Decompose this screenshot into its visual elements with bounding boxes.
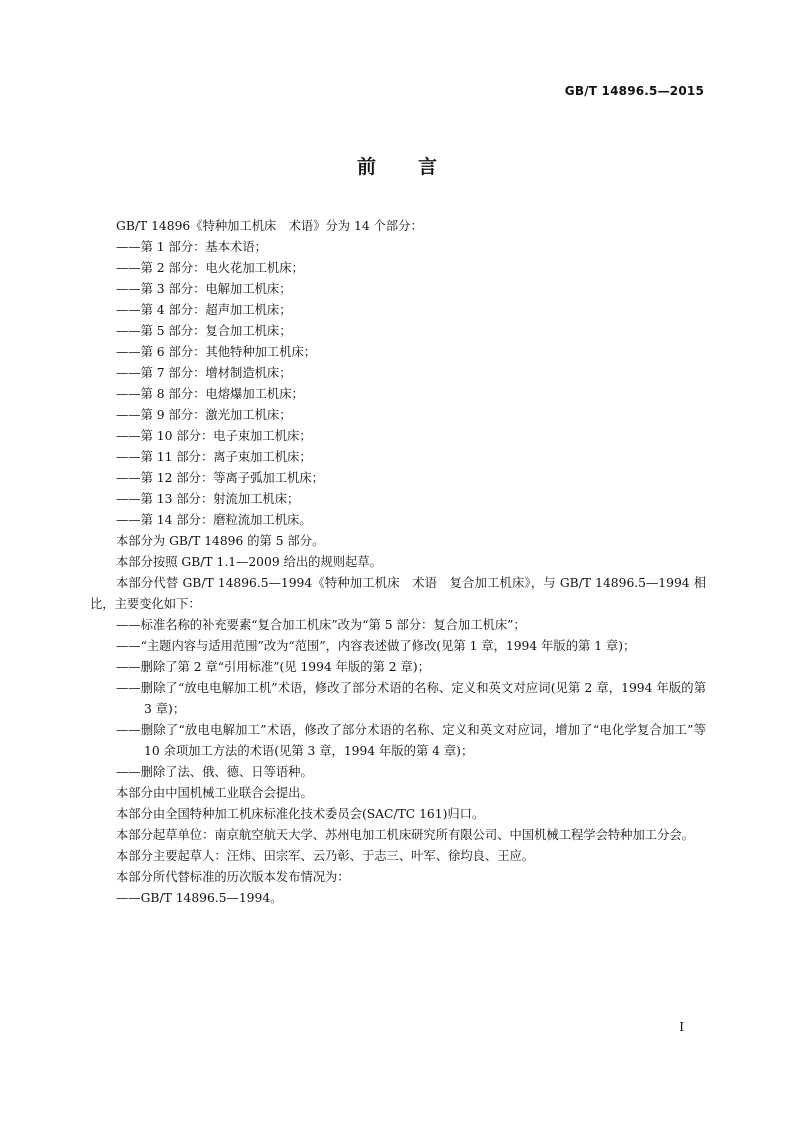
part-list-item: ——第 14 部分：磨粒流加工机床。 bbox=[116, 513, 312, 527]
history-intro: 本部分所代替标准的历次版本发布情况为： bbox=[116, 870, 350, 884]
drafters: 本部分主要起草人：汪炜、田宗军、云乃彰、于志三、叶军、徐均良、王应。 bbox=[116, 849, 535, 863]
part-list-item: ——第 7 部分：增材制造机床； bbox=[116, 366, 292, 380]
part-list-item: ——第 13 部分：射流加工机床； bbox=[116, 492, 300, 506]
part-list-item: ——第 4 部分：超声加工机床； bbox=[116, 303, 292, 317]
part-list-item: ——第 6 部分：其他特种加工机床； bbox=[116, 345, 317, 359]
part-list-item: ——第 9 部分：激光加工机床； bbox=[116, 408, 292, 422]
part-list-item: ——第 12 部分：等离子弧加工机床； bbox=[116, 471, 324, 485]
part-list-item: ——第 3 部分：电解加工机床； bbox=[116, 282, 292, 296]
drafting-rule: 本部分按照 GB/T 1.1—2009 给出的规则起草。 bbox=[116, 555, 382, 569]
history-list-item: ——GB/T 14896.5—1994。 bbox=[116, 891, 283, 905]
part-list-item: ——第 11 部分：离子束加工机床； bbox=[116, 450, 312, 464]
change-list-item: ——删除了法、俄、德、日等语种。 bbox=[116, 765, 313, 779]
part-list-item: ——第 5 部分：复合加工机床； bbox=[116, 324, 292, 338]
part-list-item: ——第 10 部分：电子束加工机床； bbox=[116, 429, 312, 443]
centralized-statement: 本部分由全国特种加工机床标准化技术委员会(SAC/TC 161)归口。 bbox=[116, 807, 485, 821]
part-statement: 本部分为 GB/T 14896 的第 5 部分。 bbox=[116, 534, 325, 548]
change-list-item: ——删除了“放电电解加工机”术语，修改了部分术语的名称、定义和英文对应词(见第 2 章，1994 年版的第 3 章)； bbox=[116, 681, 706, 716]
change-list-item: ——标准名称的补充要素“复合加工机床”改为“第 5 部分：复合加工机床”； bbox=[116, 618, 526, 632]
page-number: I bbox=[679, 1020, 684, 1034]
change-list-item: ——“主题内容与适用范围”改为“范围”，内容表述做了修改(见第 1 章，1994 年版的第 1 章)； bbox=[116, 639, 636, 653]
proposer-statement: 本部分由中国机械工业联合会提出。 bbox=[116, 786, 313, 800]
part-list-item: ——第 2 部分：电火花加工机床； bbox=[116, 261, 304, 275]
replacement-statement: 本部分代替 GB/T 14896.5—1994《特种加工机床 术语 复合加工机床》，与 GB/T 14896.5—1994 相比，主要变化如下： bbox=[90, 576, 706, 611]
part-list-item: ——第 8 部分：电熔爆加工机床； bbox=[116, 387, 304, 401]
part-list-item: ——第 1 部分：基本术语； bbox=[116, 240, 267, 254]
drafting-units: 本部分起草单位：南京航空航天大学、苏州电加工机床研究所有限公司、中国机械工程学会特种加工分会。 bbox=[116, 828, 694, 842]
foreword-body bbox=[90, 216, 706, 909]
intro-paragraph: GB/T 14896《特种加工机床 术语》分为 14 个部分： bbox=[116, 219, 423, 233]
standard-code: GB/T 14896.5—2015 bbox=[564, 84, 704, 98]
page-title: 前言 bbox=[356, 156, 479, 178]
change-list-item: ——删除了第 2 章“引用标准”(见 1994 年版的第 2 章)； bbox=[116, 660, 430, 674]
change-list-item: ——删除了“放电电解加工”术语，修改了部分术语的名称、定义和英文对应词，增加了“电化学复合加工”等 10 余项加工方法的术语(见第 3 章，1994 年版的第 4 章)； bbox=[116, 723, 706, 758]
